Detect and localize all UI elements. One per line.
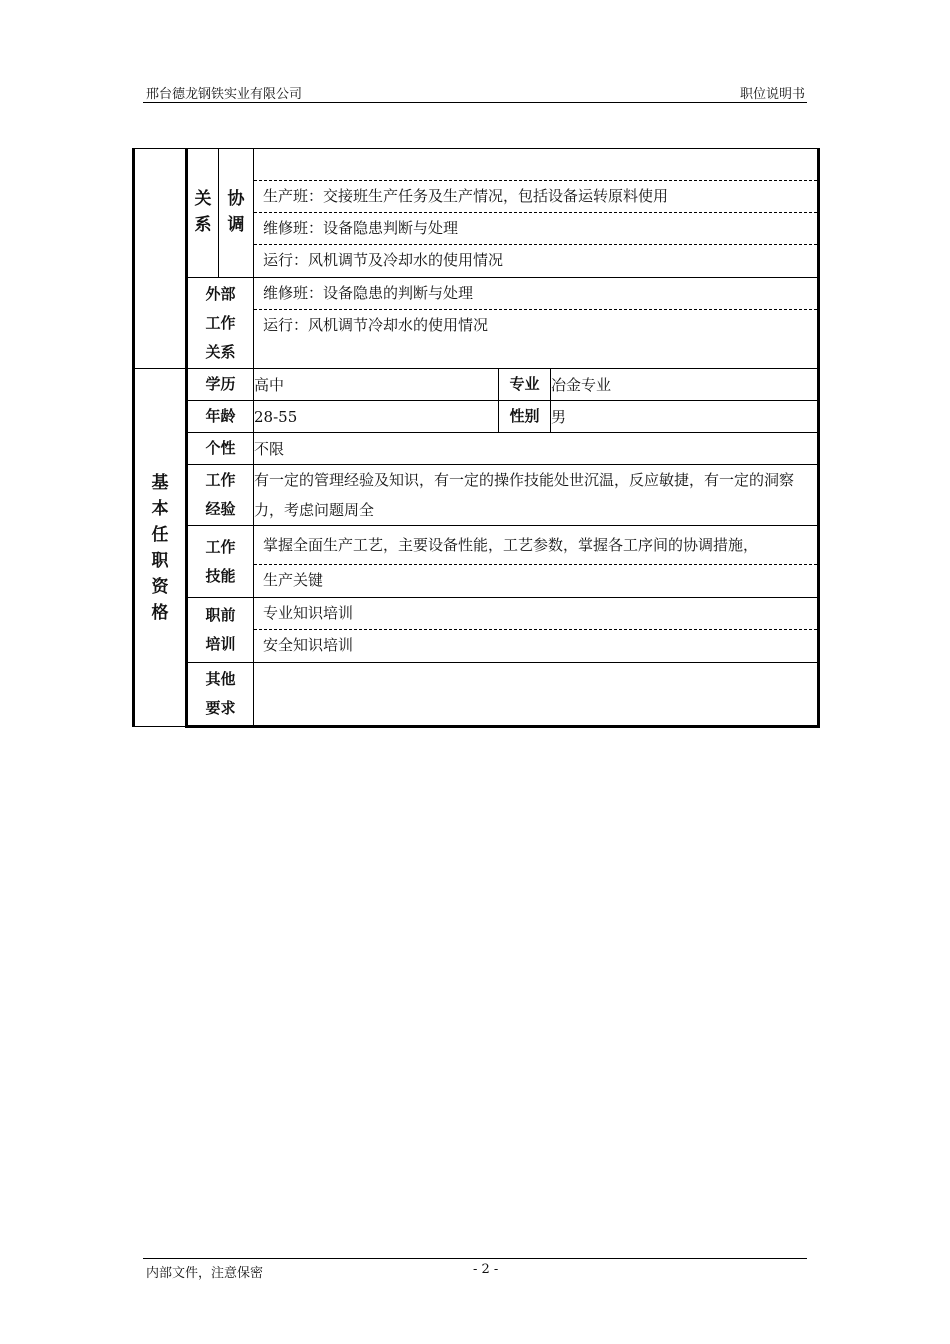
external-relations-label: 外部工作关系 xyxy=(205,284,236,361)
age-value: 28-55 xyxy=(254,401,499,433)
coordination-line xyxy=(254,149,817,181)
company-name: 邢台德龙钢铁实业有限公司 xyxy=(146,87,303,102)
coordination-line: 维修班：设备隐患判断与处理 xyxy=(254,213,817,245)
major-label: 专业 xyxy=(499,369,551,401)
skills-label-cell xyxy=(187,526,254,598)
job-description-table xyxy=(132,148,820,728)
page-number: - 2 - xyxy=(473,1262,499,1277)
relations-section-cell xyxy=(134,149,187,369)
page-header xyxy=(143,82,807,103)
experience-value: 有一定的管理经验及知识，有一定的操作技能处世沉温，反应敏捷，有一定的洞察力，考虑问题周全 xyxy=(254,465,819,526)
age-label: 年龄 xyxy=(187,401,254,433)
relations-group-label: 关系 xyxy=(194,189,212,235)
gender-value: 男 xyxy=(551,401,819,433)
coordination-line: 运行：风机调节及冷却水的使用情况 xyxy=(263,251,504,269)
education-value: 高中 xyxy=(254,369,499,401)
confidential-notice: 内部文件，注意保密 xyxy=(146,1266,264,1281)
other-value xyxy=(254,663,819,727)
coordination-label-cell xyxy=(219,149,254,278)
external-line: 运行：风机调节冷却水的使用情况 xyxy=(263,316,489,334)
external-relations-label-cell xyxy=(187,278,254,369)
skills-line: 生产关键 xyxy=(263,571,324,589)
training-label: 职前培训 xyxy=(205,606,236,653)
relations-group-label-cell xyxy=(187,149,219,278)
training-content xyxy=(254,598,819,663)
other-label: 其他要求 xyxy=(205,670,236,717)
skills-content xyxy=(254,526,819,598)
external-relations-content xyxy=(254,278,819,369)
qualifications-section-label: 基本任职资格 xyxy=(151,472,169,623)
skills-line: 掌握全面生产工艺，主要设备性能，工艺参数，掌握各工序间的协调措施， xyxy=(254,526,817,565)
coordination-label: 协调 xyxy=(227,189,245,235)
gender-label: 性别 xyxy=(499,401,551,433)
coordination-line: 生产班：交接班生产任务及生产情况，包括设备运转原料使用 xyxy=(254,181,817,213)
major-value: 冶金专业 xyxy=(551,369,819,401)
document-title: 职位说明书 xyxy=(739,87,805,102)
external-line: 维修班：设备隐患的判断与处理 xyxy=(254,278,817,310)
training-line: 专业知识培训 xyxy=(254,598,817,630)
education-label: 学历 xyxy=(187,369,254,401)
other-label-cell xyxy=(187,663,254,727)
coordination-content xyxy=(254,149,819,278)
personality-label: 个性 xyxy=(187,433,254,465)
experience-label-cell xyxy=(187,465,254,526)
experience-label: 工作经验 xyxy=(205,471,236,518)
page-footer xyxy=(143,1258,807,1281)
qualifications-section-cell xyxy=(134,369,187,727)
training-line: 安全知识培训 xyxy=(263,636,354,654)
training-label-cell xyxy=(187,598,254,663)
skills-label: 工作技能 xyxy=(205,537,236,585)
personality-value: 不限 xyxy=(254,433,819,465)
